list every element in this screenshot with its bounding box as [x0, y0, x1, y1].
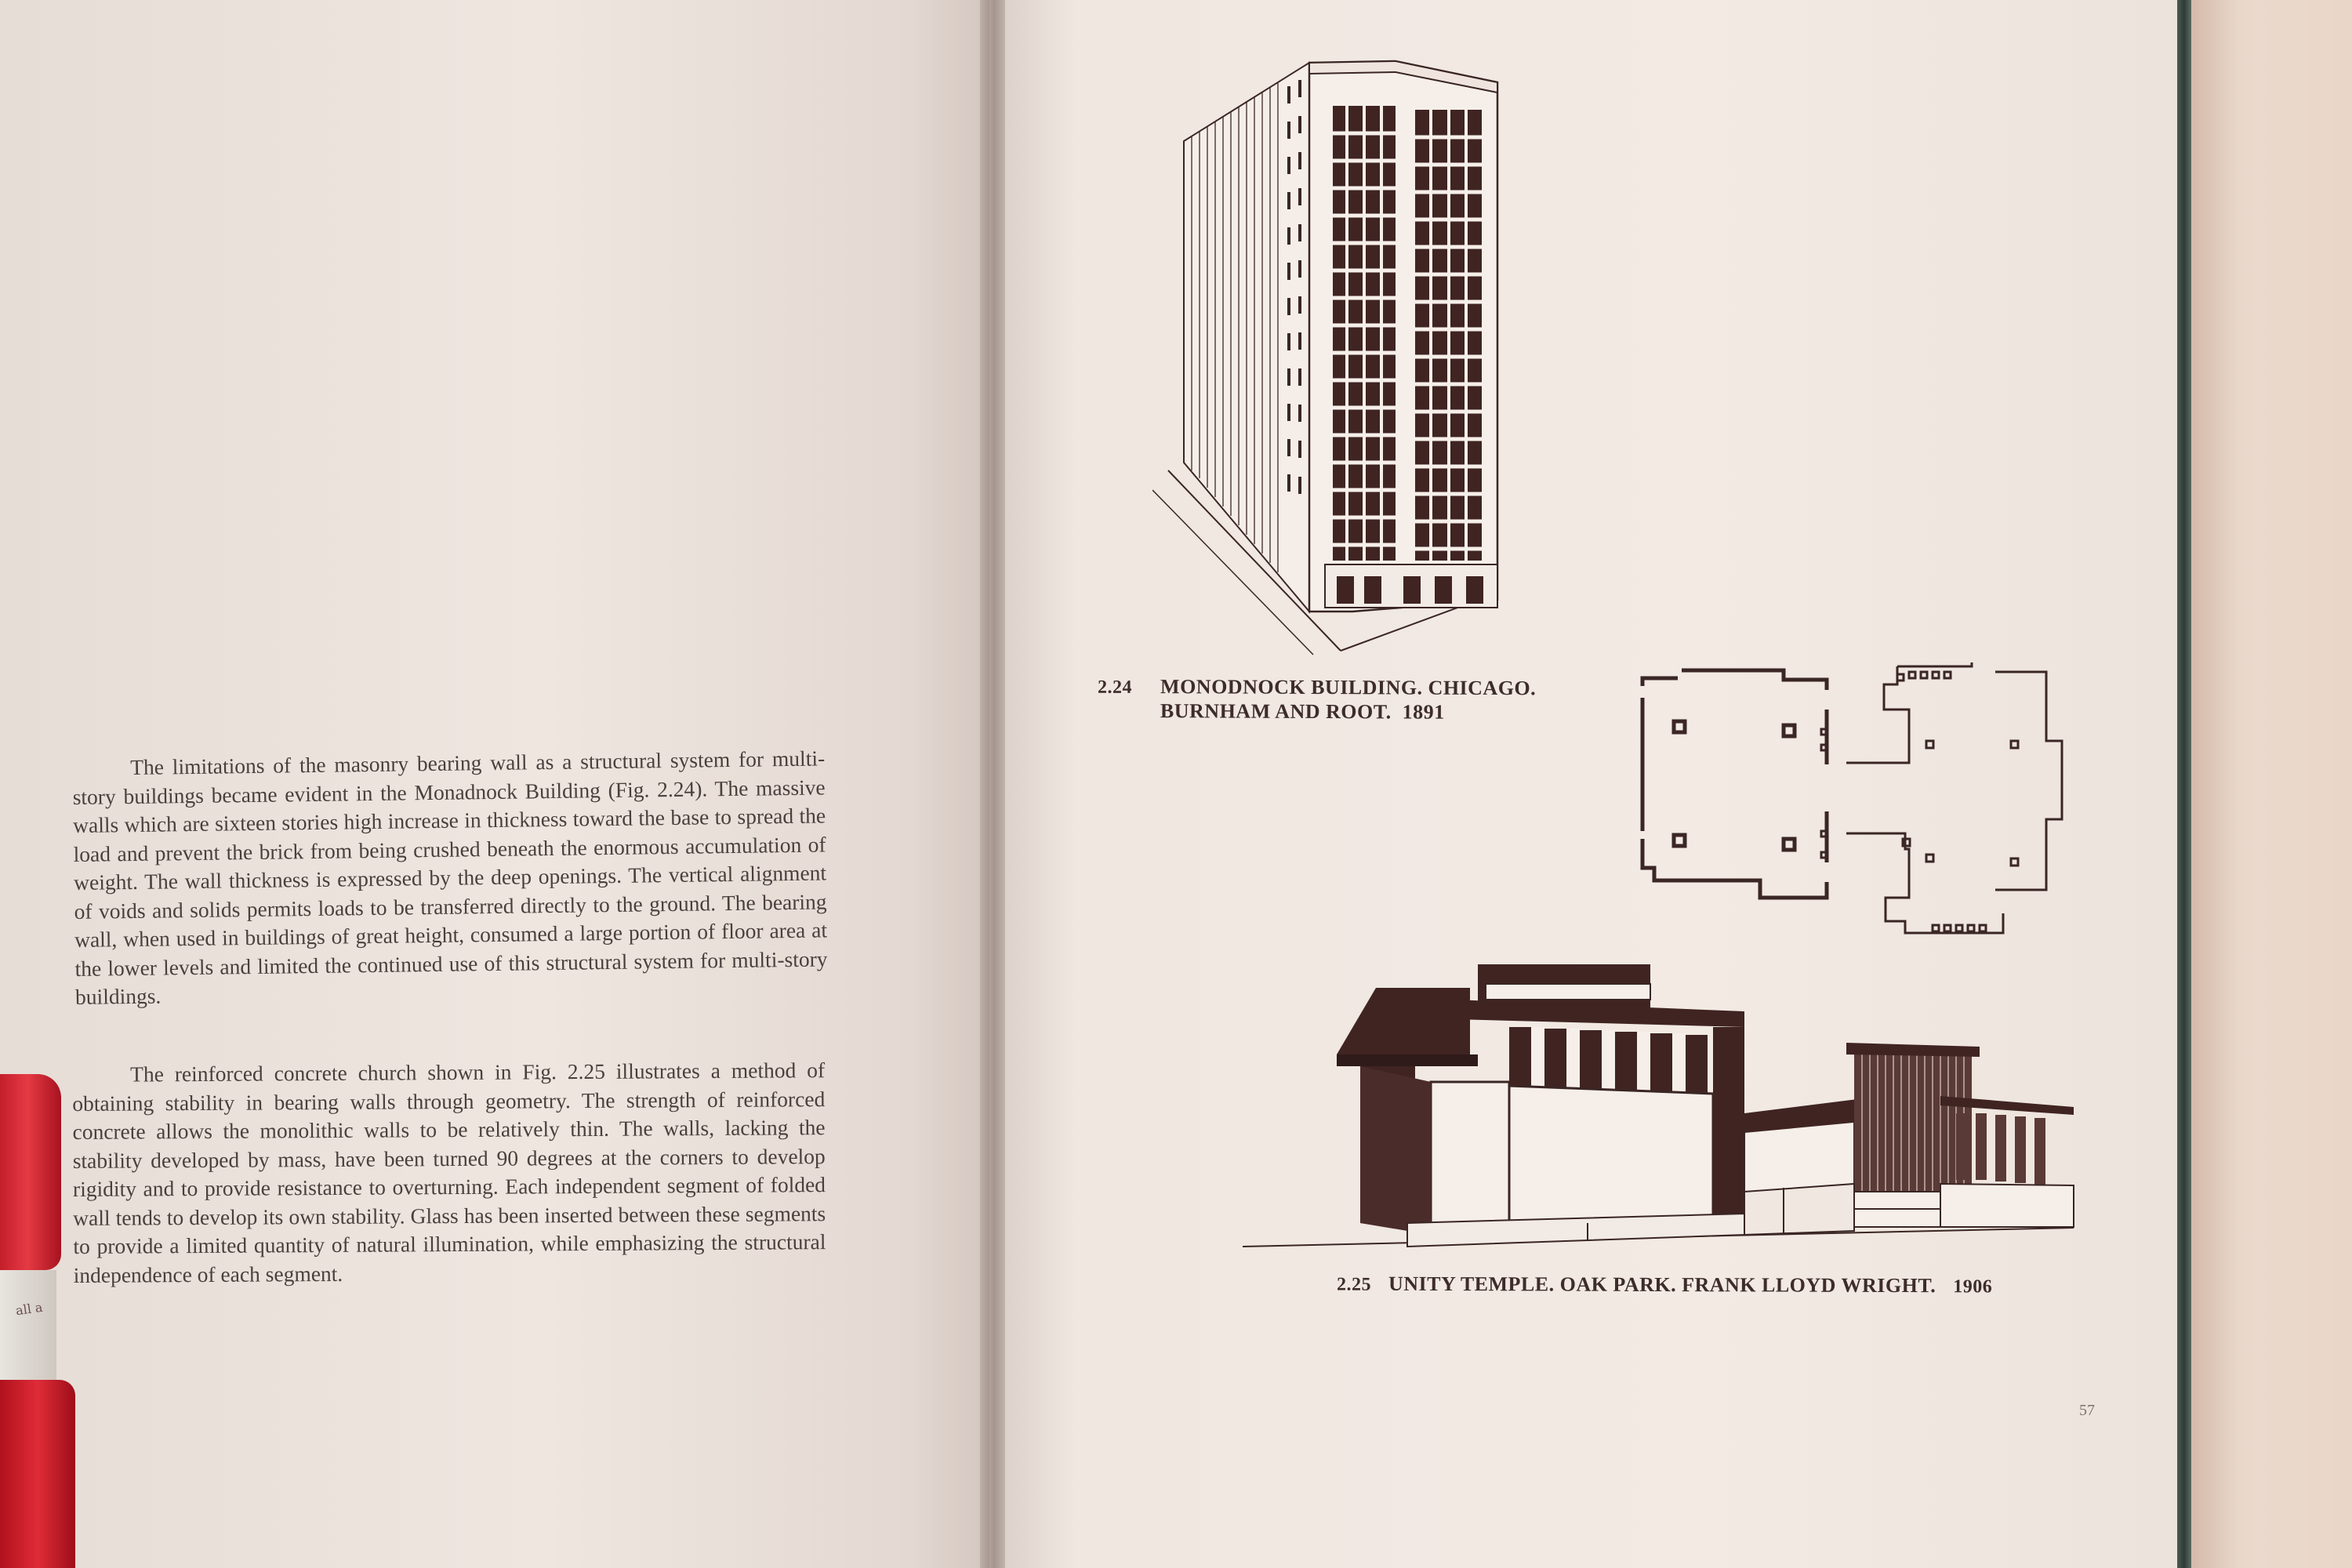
caption-year: 1906 — [1953, 1276, 1993, 1298]
bookmark-red-band-bottom — [0, 1380, 75, 1568]
background-shadow — [2191, 0, 2238, 1568]
caption-line-2: BURNHAM AND ROOT. — [1160, 699, 1392, 724]
unity-temple-perspective-illustration — [1243, 964, 2082, 1254]
unity-temple-plan-drawing — [1635, 662, 2074, 953]
figure-number: 2.24 — [1098, 677, 1133, 698]
page-number: 57 — [2079, 1402, 2095, 1419]
caption-title: UNITY TEMPLE. OAK PARK. FRANK LLOYD WRIGHT. — [1388, 1272, 1936, 1298]
figure-2-24-caption — [1098, 675, 1536, 724]
building-perspective-illustration — [1152, 47, 1560, 659]
caption-year: 1891 — [1402, 700, 1445, 724]
figure-2-25-caption — [1337, 1272, 1992, 1298]
caption-line-1: MONODNOCK BUILDING. CHICAGO. — [1160, 675, 1537, 700]
figure-number: 2.25 — [1336, 1274, 1372, 1295]
body-paragraph-1 — [72, 744, 828, 1011]
figure-2-25-unity-temple-drawing — [1243, 964, 2082, 1254]
paragraph-text: The limitations of the masonry bearing wall as a structural system for multi-story buildings became evident in the Monadnock Building (Fig. 2.24). The massive walls which are sixteen stories high increase in thickness toward the base to spread the load and prevent the brick from being crushed beneath the enormous accumulation of weight. The wall thickness is expressed by the deep openings. The vertical alignment of voids and solids permits loads to be transferred directly to the ground. The bearing wall, when used in buildings of great height, consumed a large portion of floor area at the lower levels and limited the continued use of this structural system for multi-story buildings. — [72, 746, 828, 1009]
bookmark-red-band-top — [0, 1074, 61, 1270]
book-cover-edge — [2177, 0, 2191, 1568]
figure-2-24-monadnock-drawing — [1152, 47, 1560, 659]
red-bookmark — [0, 1074, 64, 1568]
bookmark-paper-label — [0, 1270, 56, 1380]
body-paragraph-2 — [72, 1056, 826, 1290]
figure-2-25-floor-plans — [1635, 662, 2074, 953]
bookmark-label-text: all a — [14, 1299, 44, 1319]
paragraph-text: The reinforced concrete church shown in Fig. 2.25 illustrates a method of obtaining stability in bearing walls through geometry. The strength of reinforced concrete allows the monolithic walls to be relatively thin. The walls, lacking the stability developed by mass, have been turned 90 degrees at the corners to develop rigidity and to provide resistance to overturning. Each independent segment of folded wall tends to develop its own stability. Glass has been inserted between these segments to provide a limited quantity of natural illumination, while emphasizing the structural independence of each segment. — [72, 1058, 826, 1287]
